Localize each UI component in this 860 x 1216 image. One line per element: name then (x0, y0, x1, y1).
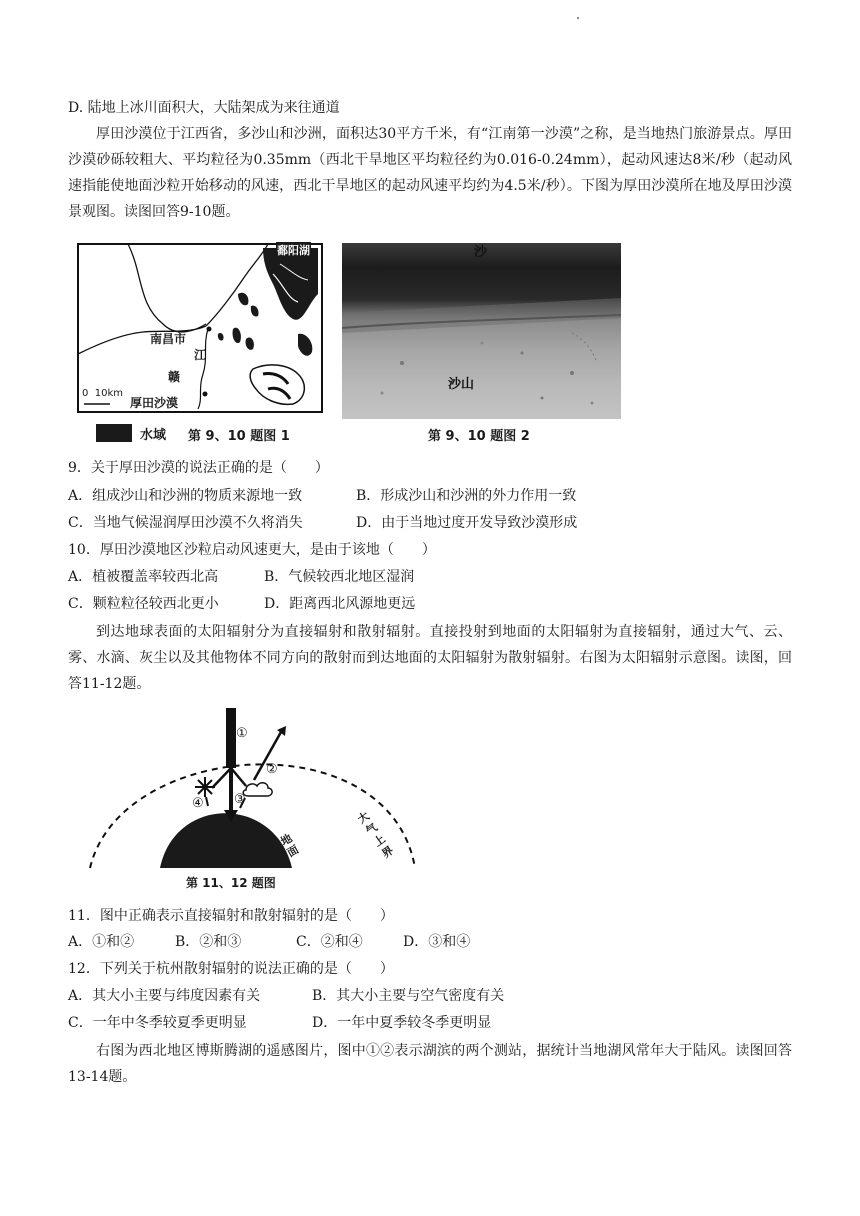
q9-option-a[interactable]: A．组成沙山和沙洲的物质来源地一致 (68, 488, 303, 504)
label-4: ④ (192, 796, 204, 811)
radiation-svg (80, 700, 420, 890)
q11-stem: 11．图中正确表示直接辐射和散射辐射的是（ ） (68, 908, 394, 924)
intro-paragraph-9-10: 厚田沙漠位于江西省，多沙山和沙洲，面积达30平方千米，有“江南第一沙漠”之称，是当地热门旅游景点。厚田沙漠砂砾较粗大、平均粒径为0.35mm（西北干旱地区平均粒径约为0.016-0.24mm），起动风速达8米/秒（起动风速指能使地面沙粒开始移动的风速，西北干旱地区的起动风速平均约为4.5米/秒）。下图为厚田沙漠所在地及厚田沙漠景观图。读图回答9-10题。 (68, 126, 792, 220)
river-label-2: 赣 (168, 370, 181, 384)
photo-label-bottom: 沙山 (448, 377, 475, 392)
legend-label: 水域 (140, 428, 167, 443)
desert-label: 厚田沙漠 (130, 396, 179, 410)
q12-stem: 12．下列关于杭州散射辐射的说法正确的是（ ） (68, 961, 394, 977)
q11-option-d[interactable]: D．③和④ (403, 934, 471, 950)
photo-figure (342, 243, 621, 419)
figure1-caption: 第 9、10 题图 1 (188, 429, 290, 444)
intro-paragraph-11-12: 到达地球表面的太阳辐射分为直接辐射和散射辐射。直接投射到地面的太阳辐射为直接辐射，通过大气、云、雾、水滴、灰尘以及其他物体不同方向的散射而到达地面的太阳辐射为散射辐射。右图为太阳辐射示意图。读图，回答11-12题。 (68, 624, 792, 692)
q10-option-c[interactable]: C．颗粒粒径较西北更小 (68, 596, 219, 612)
page-mark (577, 17, 579, 19)
q9-option-d[interactable]: D．由于当地过度开发导致沙漠形成 (356, 515, 578, 531)
q11-option-a[interactable]: A．①和② (68, 934, 135, 950)
q9-stem: 9．关于厚田沙漠的说法正确的是（ ） (68, 460, 329, 476)
map-svg (68, 234, 328, 446)
figure-11-12-caption: 第 11、12 题图 (186, 876, 276, 890)
q12-option-c[interactable]: C．一年中冬季较夏季更明显 (68, 1015, 247, 1031)
scale-label: 0 10km (82, 388, 123, 399)
label-1: ① (236, 726, 248, 741)
radiation-diagram (80, 700, 420, 890)
intro-paragraph-13-14: 右图为西北地区博斯腾湖的遥感图片，图中①②表示湖滨的两个测站，据统计当地湖风常年大于陆风。读图回答13-14题。 (68, 1043, 792, 1085)
q10-option-b[interactable]: B．气候较西北地区湿润 (264, 569, 415, 585)
label-3: ③ (234, 792, 246, 807)
map-figure (68, 234, 328, 446)
photo-texture (342, 243, 621, 419)
q9-option-b[interactable]: B．形成沙山和沙洲的外力作用一致 (356, 488, 577, 504)
q12-option-a[interactable]: A．其大小主要与纬度因素有关 (68, 988, 261, 1004)
q12-option-b[interactable]: B．其大小主要与空气密度有关 (312, 988, 505, 1004)
q10-option-a[interactable]: A．植被覆盖率较西北高 (68, 569, 219, 585)
q11-option-c[interactable]: C．②和④ (296, 934, 363, 950)
q12-option-d[interactable]: D．一年中夏季较冬季更明显 (312, 1015, 492, 1031)
figure2-caption: 第 9、10 题图 2 (428, 429, 530, 444)
photo-label-top: 沙 (474, 245, 488, 260)
q11-option-b[interactable]: B．②和③ (175, 934, 242, 950)
option-d-previous: D. 陆地上冰川面积大，大陆架成为来往通道 (68, 100, 340, 116)
q10-stem: 10．厚田沙漠地区沙粒启动风速更大，是由于该地（ ） (68, 542, 436, 558)
city-label: 南昌市 (150, 332, 187, 346)
q9-option-c[interactable]: C．当地气候湿润厚田沙漠不久将消失 (68, 515, 303, 531)
ground-label: 地面 (278, 831, 301, 860)
lake-label: 鄱阳湖 (277, 244, 310, 257)
atmosphere-top-label: 大气上界 (355, 809, 396, 861)
q10-option-d[interactable]: D．距离西北风源地更远 (264, 596, 416, 612)
label-2: ② (266, 762, 278, 777)
river-label-1: 江 (194, 348, 207, 362)
